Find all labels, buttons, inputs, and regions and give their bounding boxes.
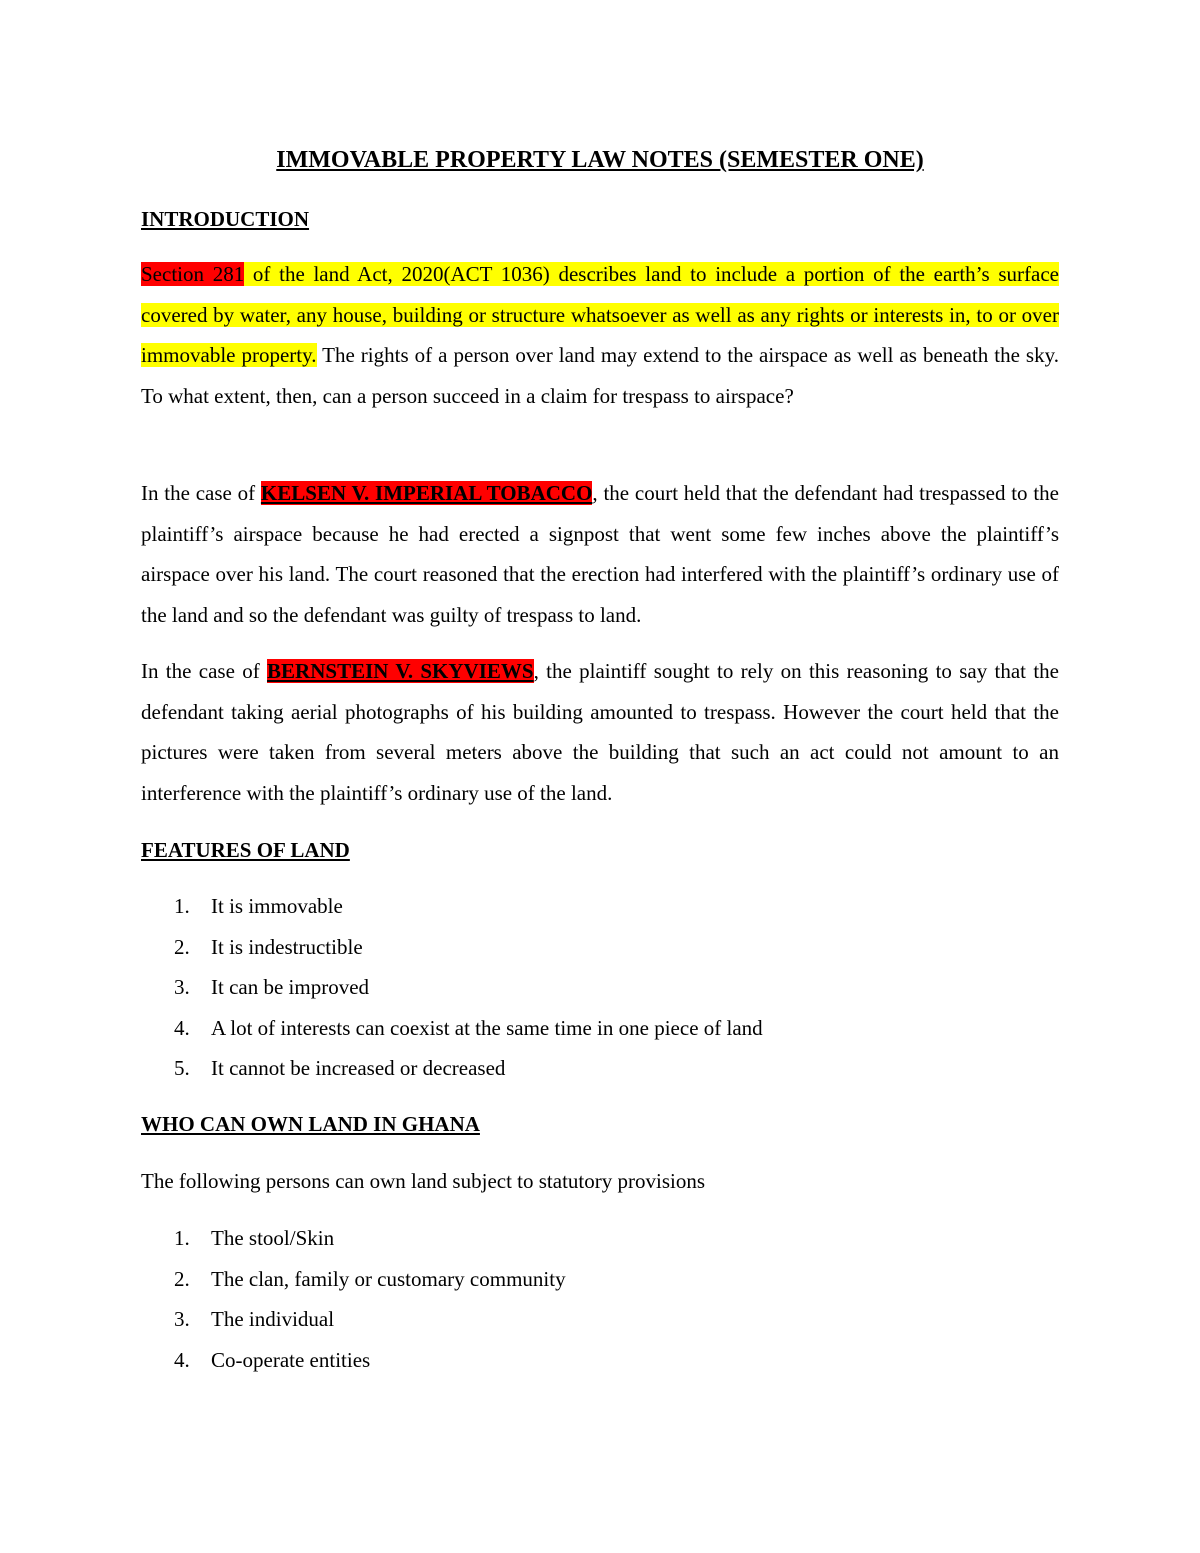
ownership-heading: WHO CAN OWN LAND IN GHANA: [141, 1112, 480, 1136]
features-heading: FEATURES OF LAND: [141, 838, 350, 862]
ownership-intro: The following persons can own land subject to statutory provisions: [141, 1169, 705, 1193]
document-page: IMMOVABLE PROPERTY LAW NOTES (SEMESTER ONE) INTRODUCTION Section 281 of the land Act, 2020(ACT 1036) describes land to include a portion of the earth’s surface covered by water, any house, building or structure whatsoever as well as any rights or interests in, to or over immovable property. The rights of a person over land may extend to the airspace as well as beneath the sky. To what extent, then, can a person succeed in a claim for trespass to airspace? In the case of KELSEN V. IMPERIAL TOBACCO, the court held that the defendant had trespassed to the plaintiff’s airspace because he had erected a signpost that went some few inches above the plaintiff’s airspace over his land. The court reasoned that the erection had interfered with the plaintiff’s ordinary use of the land and so the defendant was guilty of trespass to land. In the case of BERNSTEIN V. SKYVIEWS, the plaintiff sought to rely on this reasoning to say that the defendant taking aerial photographs of his building amounted to trespass. However the court held that the pictures were taken from several meters above the building that such an act could not amount to an interference with the plaintiff’s ordinary use of the land. FEATURES OF LAND 1. It is immovable 2. It is indestructible 3. It can be improved 4. A lot of interests can coexist at the same time in one piece of land 5. It cannot be increased or decreased WHO CAN OWN LAND IN GHANA The following persons can own land subject to statutory provisions 1. The stool/Skin 2. The clan, family or customary community 3. The individual 4. Co-operate entities: [0, 0, 1200, 1553]
document-title: IMMOVABLE PROPERTY LAW NOTES (SEMESTER ONE): [276, 147, 924, 173]
introduction-paragraph-1: [141, 254, 1059, 416]
land-definition-highlight: of the land Act, 2020(ACT 1036) describes land to include a portion of the earth’s surface covered by water, any house, building or structure whatsoever as well as any rights or interests in, to or over immovable property.: [141, 262, 1059, 367]
introduction-paragraph-3: [141, 651, 1059, 813]
paragraph-lead: In the case of: [141, 659, 268, 683]
paragraph-text: , the plaintiff sought to rely on this reasoning to say that the defendant taking aerial photographs of his building amounted to trespass. However the court held that the pictures were taken from several meters above the building that such an act could not amount to an interference with the plaintiff’s ordinary use of the land.: [141, 659, 1059, 805]
case-name-bernstein: BERNSTEIN V. SKYVIEWS: [267, 659, 534, 683]
case-name-kelsen: KELSEN V. IMPERIAL TOBACCO: [260, 481, 593, 505]
paragraph-text: , the court held that the defendant had trespassed to the plaintiff’s airspace because he had erected a signpost that went some few inches above the plaintiff’s airspace over his land. The court reasoned that the erection had interfered with the plaintiff’s ordinary use of the land and so the defendant was guilty of trespass to land.: [141, 481, 1059, 627]
introduction-heading: INTRODUCTION: [141, 207, 310, 231]
paragraph-text: The rights of a person over land may extend to the airspace as well as beneath the sky. To what extent, then, can a person succeed in a claim for trespass to airspace?: [141, 343, 1059, 408]
introduction-paragraph-2: [141, 473, 1059, 635]
section-reference: Section 281: [141, 262, 245, 286]
paragraph-lead: In the case of: [141, 481, 261, 505]
